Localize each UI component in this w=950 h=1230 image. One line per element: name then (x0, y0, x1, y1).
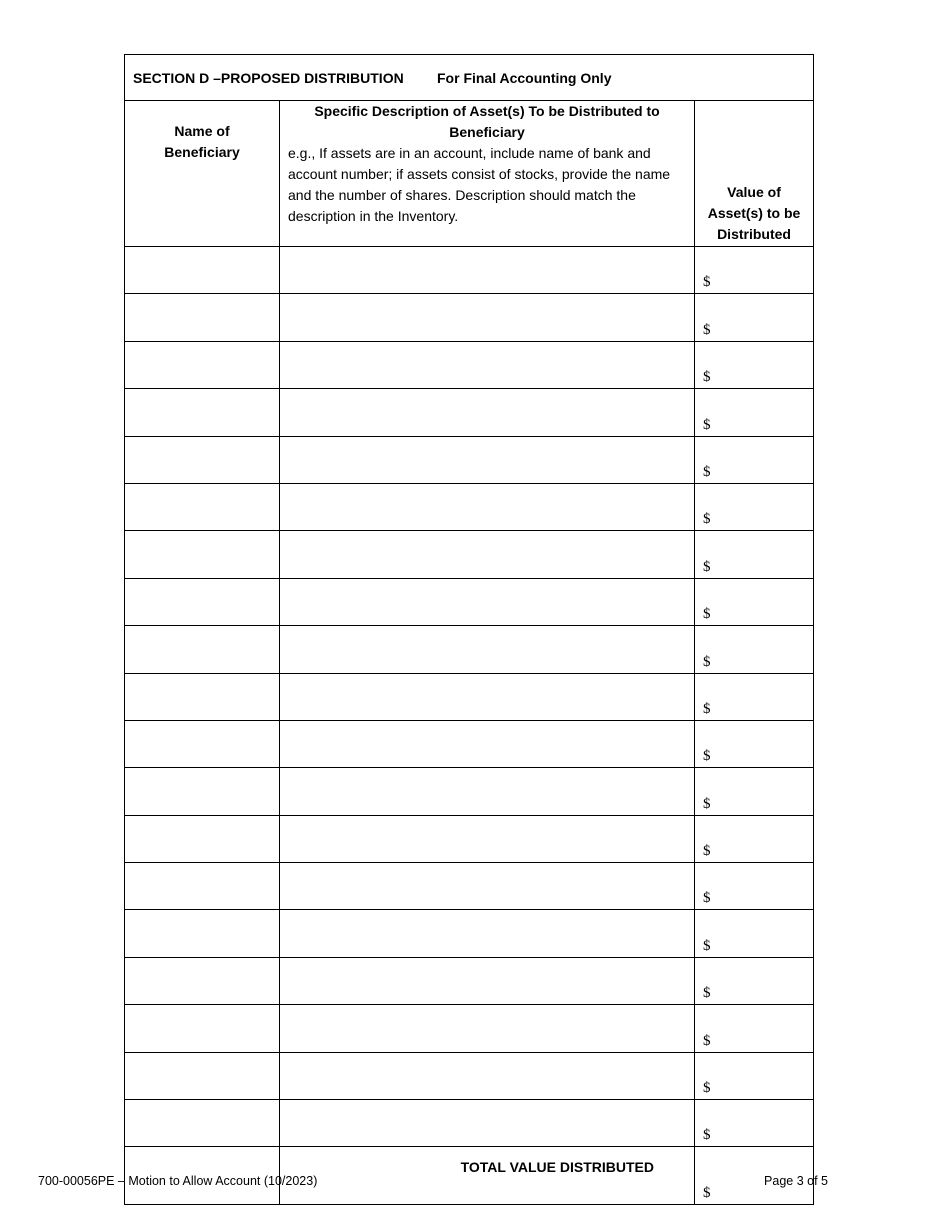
currency-symbol: $ (703, 985, 711, 1002)
name-header-line1: Name of (174, 123, 230, 139)
distribution-row (125, 483, 814, 530)
distribution-row (125, 578, 814, 625)
asset-value-field[interactable] (695, 1100, 814, 1147)
asset-value-field[interactable] (695, 294, 814, 341)
beneficiary-name-field[interactable] (125, 957, 280, 1004)
currency-symbol: $ (703, 700, 711, 717)
asset-description-field[interactable] (280, 720, 695, 767)
asset-value-field[interactable] (695, 1005, 814, 1052)
asset-value-field[interactable] (695, 389, 814, 436)
asset-description-field[interactable] (280, 247, 695, 294)
asset-description-field[interactable] (280, 294, 695, 341)
asset-description-field[interactable] (280, 389, 695, 436)
asset-description-field[interactable] (280, 1100, 695, 1147)
value-header-line2: Asset(s) to be (707, 205, 801, 221)
section-subtitle: For Final Accounting Only (437, 69, 612, 86)
distribution-row (125, 626, 814, 673)
name-header-line2: Beneficiary (164, 144, 240, 160)
footer-page-number: Page 3 of 5 (764, 1174, 828, 1188)
distribution-row (125, 341, 814, 388)
asset-description-field[interactable] (280, 673, 695, 720)
beneficiary-name-field[interactable] (125, 815, 280, 862)
distribution-row (125, 957, 814, 1004)
beneficiary-name-field[interactable] (125, 436, 280, 483)
distribution-row (125, 768, 814, 815)
asset-value-field[interactable] (695, 531, 814, 578)
distribution-row (125, 294, 814, 341)
section-header-row (125, 55, 814, 101)
value-column-header (695, 101, 814, 247)
asset-description-field[interactable] (280, 957, 695, 1004)
value-header-line3: Distributed (717, 226, 791, 242)
asset-description-field[interactable] (280, 1052, 695, 1099)
asset-description-field[interactable] (280, 815, 695, 862)
distribution-row (125, 1005, 814, 1052)
name-column-header (125, 101, 280, 247)
beneficiary-name-field[interactable] (125, 1005, 280, 1052)
currency-symbol: $ (703, 416, 711, 433)
asset-description-field[interactable] (280, 1005, 695, 1052)
beneficiary-name-field[interactable] (125, 768, 280, 815)
beneficiary-name-field[interactable] (125, 720, 280, 767)
asset-value-field[interactable] (695, 673, 814, 720)
beneficiary-name-field[interactable] (125, 626, 280, 673)
value-header-line1: Value of (727, 184, 781, 200)
section-title: SECTION D –PROPOSED DISTRIBUTION (133, 69, 404, 86)
column-header-row (125, 101, 814, 247)
asset-description-field[interactable] (280, 768, 695, 815)
asset-value-field[interactable] (695, 768, 814, 815)
asset-description-field[interactable] (280, 436, 695, 483)
beneficiary-name-field[interactable] (125, 531, 280, 578)
asset-value-field[interactable] (695, 1052, 814, 1099)
description-header-title: Specific Description of Asset(s) To be Distributed to Beneficiary (314, 103, 660, 140)
beneficiary-name-field[interactable] (125, 1100, 280, 1147)
asset-value-field[interactable] (695, 626, 814, 673)
currency-symbol: $ (703, 274, 711, 291)
description-column-header (280, 101, 695, 247)
section-header-cell (125, 55, 814, 101)
beneficiary-name-field[interactable] (125, 910, 280, 957)
beneficiary-name-field[interactable] (125, 341, 280, 388)
asset-value-field[interactable] (695, 436, 814, 483)
currency-symbol: $ (703, 843, 711, 860)
distribution-row (125, 1100, 814, 1147)
total-label: TOTAL VALUE DISTRIBUTED (280, 1147, 695, 1204)
currency-symbol: $ (703, 1080, 711, 1097)
asset-description-field[interactable] (280, 578, 695, 625)
asset-value-field[interactable] (695, 957, 814, 1004)
asset-description-field[interactable] (280, 483, 695, 530)
currency-symbol: $ (703, 937, 711, 954)
beneficiary-name-field[interactable] (125, 389, 280, 436)
currency-symbol: $ (703, 321, 711, 338)
footer-form-id: 700-00056PE – Motion to Allow Account (10/2023) (38, 1174, 318, 1188)
distribution-table (124, 54, 814, 1205)
beneficiary-name-field[interactable] (125, 673, 280, 720)
distribution-row (125, 247, 814, 294)
beneficiary-name-field[interactable] (125, 247, 280, 294)
currency-symbol: $ (703, 1127, 711, 1144)
distribution-row (125, 436, 814, 483)
currency-symbol: $ (703, 890, 711, 907)
currency-symbol: $ (703, 511, 711, 528)
currency-symbol: $ (703, 558, 711, 575)
currency-symbol: $ (703, 653, 711, 670)
currency-symbol: $ (703, 606, 711, 623)
currency-symbol: $ (703, 463, 711, 480)
asset-value-field[interactable] (695, 247, 814, 294)
distribution-row (125, 673, 814, 720)
total-value-field[interactable]: $ (695, 1147, 814, 1204)
asset-description-field[interactable] (280, 910, 695, 957)
distribution-row (125, 863, 814, 910)
beneficiary-name-field[interactable] (125, 863, 280, 910)
asset-value-field[interactable] (695, 815, 814, 862)
distribution-row (125, 389, 814, 436)
beneficiary-name-field[interactable] (125, 483, 280, 530)
beneficiary-name-field[interactable] (125, 294, 280, 341)
beneficiary-name-field[interactable] (125, 1052, 280, 1099)
distribution-row (125, 815, 814, 862)
currency-symbol: $ (703, 795, 711, 812)
asset-value-field[interactable] (695, 578, 814, 625)
distribution-row (125, 720, 814, 767)
asset-description-field[interactable] (280, 531, 695, 578)
currency-symbol: $ (703, 369, 711, 386)
asset-description-field[interactable] (280, 626, 695, 673)
description-header-note: e.g., If assets are in an account, include name of bank and account number; if assets consist of stocks, provide the name and the number of shares. Description should match the description in the Inventory. (288, 145, 671, 224)
asset-value-field[interactable] (695, 720, 814, 767)
beneficiary-name-field[interactable] (125, 578, 280, 625)
asset-description-field[interactable] (280, 863, 695, 910)
asset-value-field[interactable] (695, 863, 814, 910)
asset-description-field[interactable] (280, 341, 695, 388)
asset-value-field[interactable] (695, 483, 814, 530)
asset-value-field[interactable] (695, 341, 814, 388)
distribution-row (125, 910, 814, 957)
asset-value-field[interactable] (695, 910, 814, 957)
distribution-row (125, 1052, 814, 1099)
currency-symbol: $ (703, 748, 711, 765)
currency-symbol: $ (703, 1032, 711, 1049)
distribution-row (125, 531, 814, 578)
